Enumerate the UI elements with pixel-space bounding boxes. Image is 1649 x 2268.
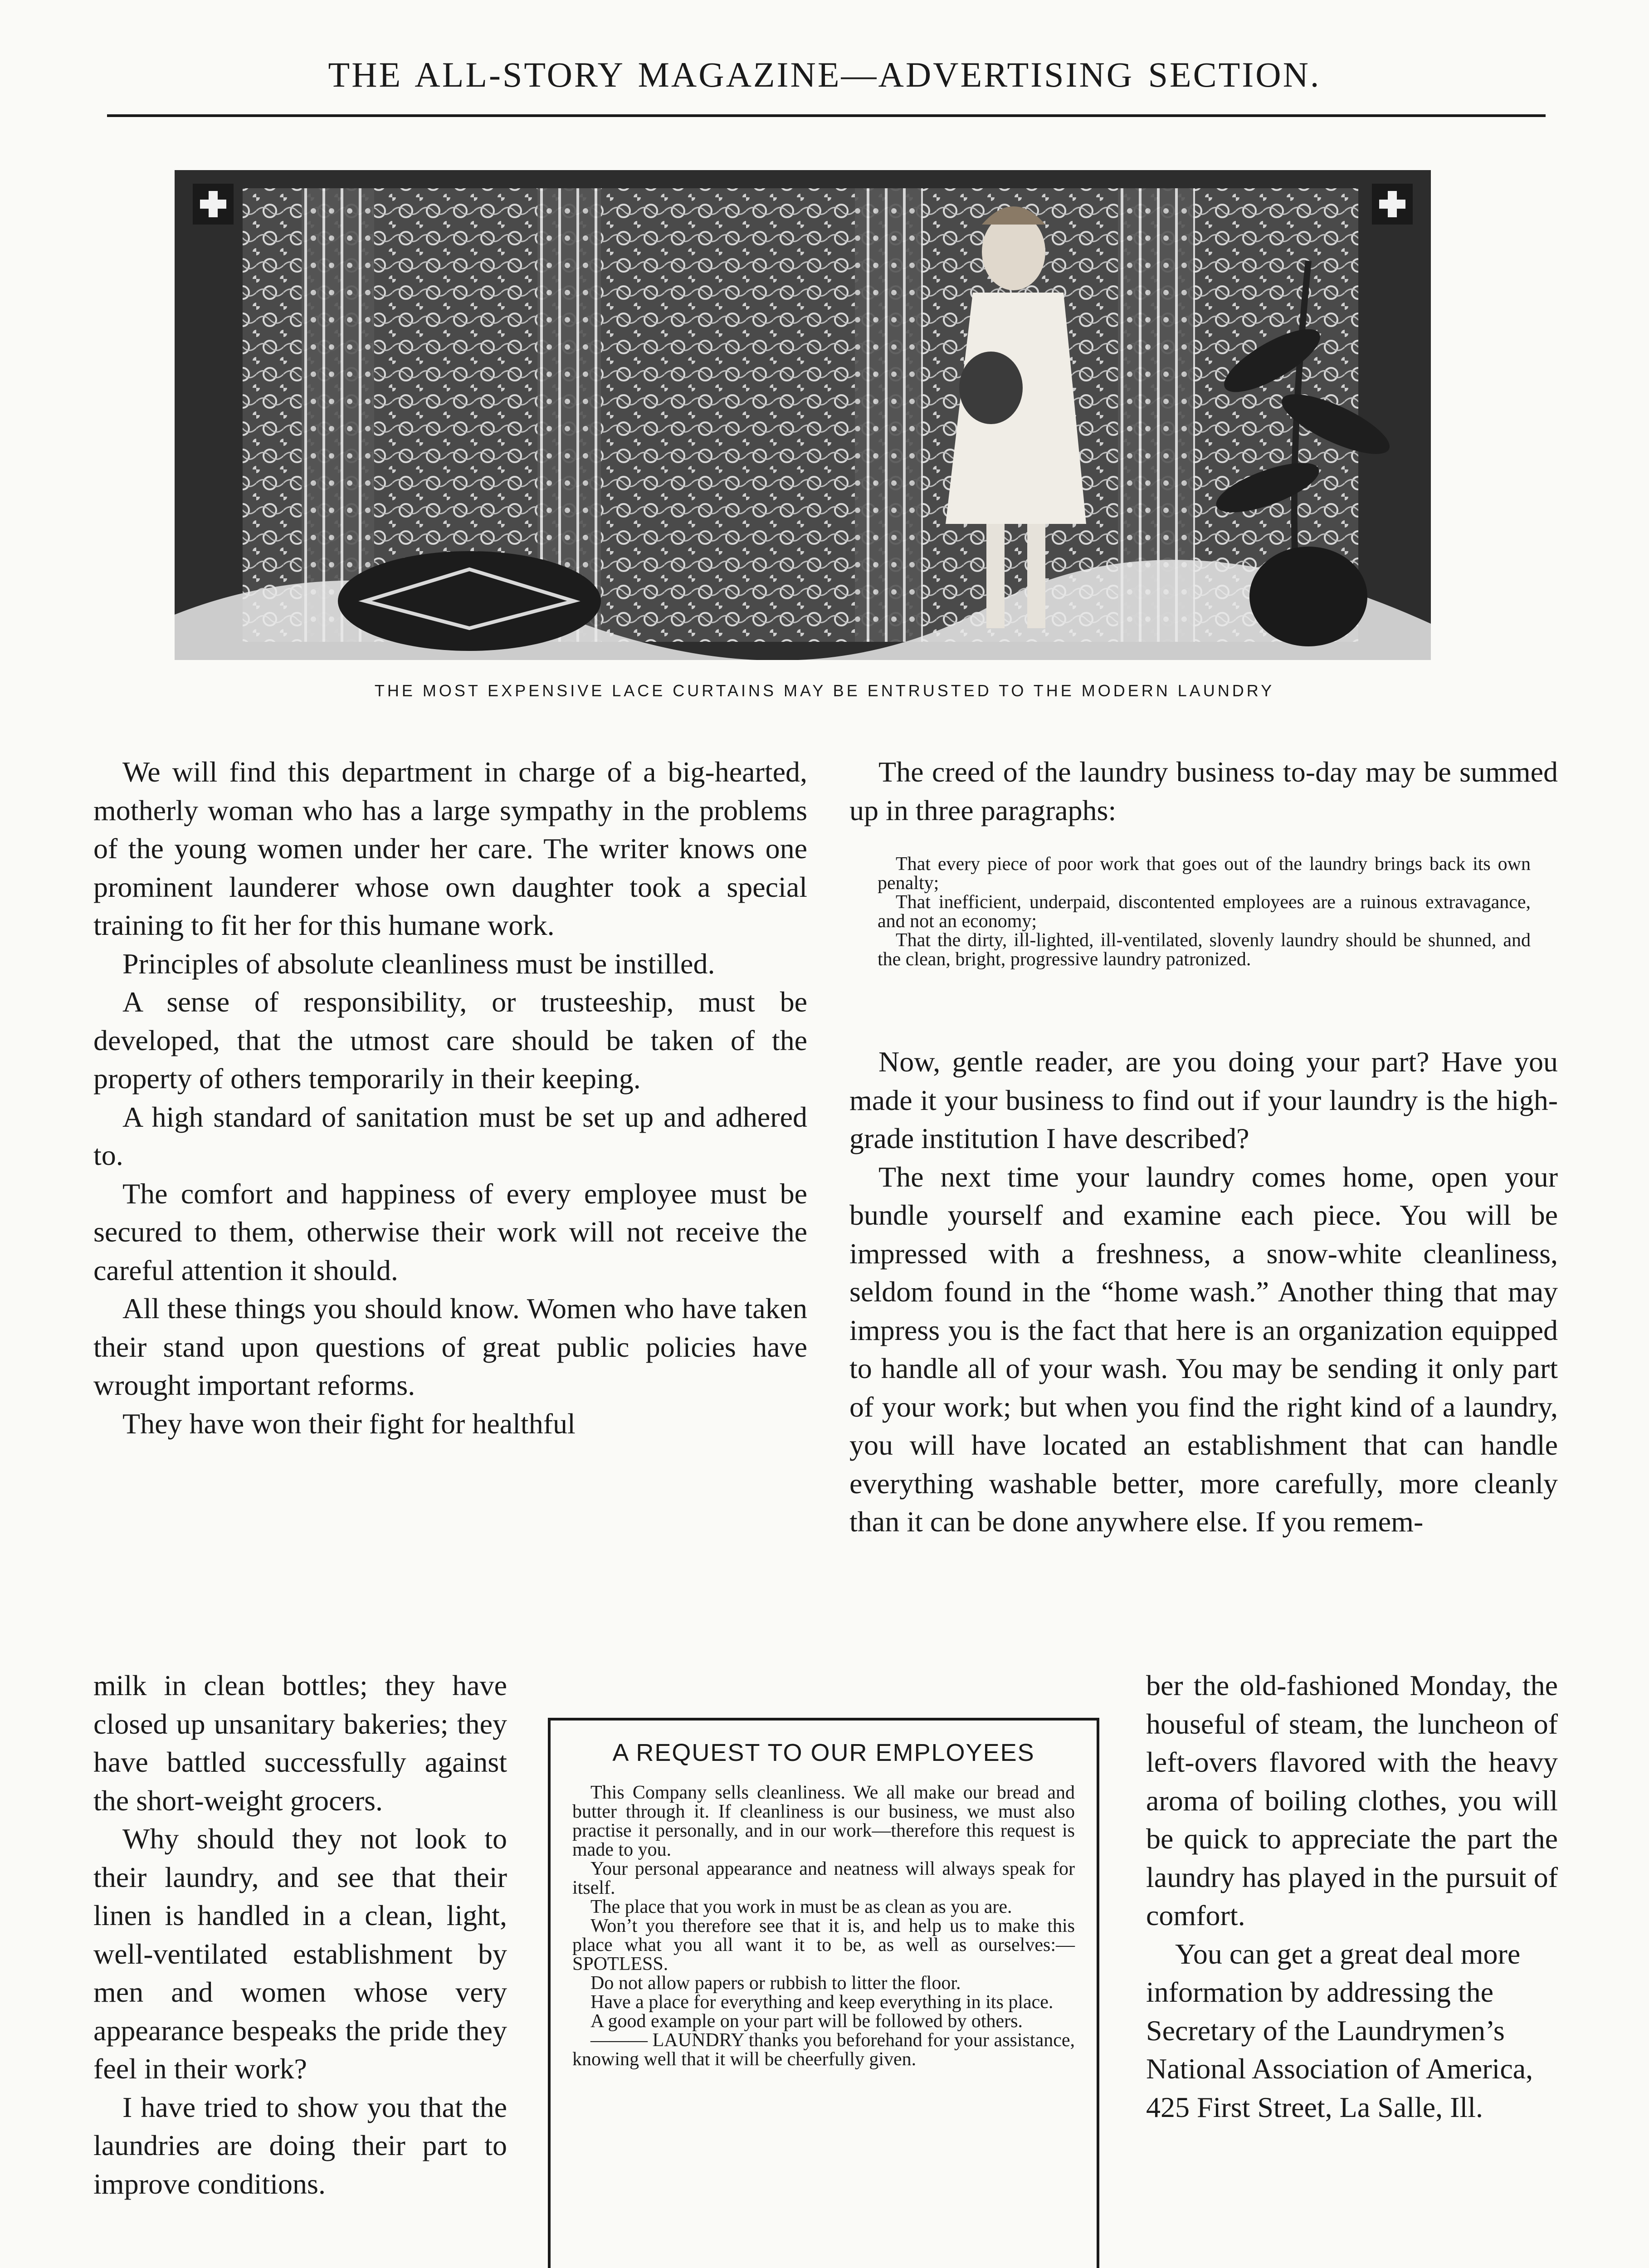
employee-notice-box (548, 1718, 1099, 2268)
article-paragraph: The creed of the laundry business to-day may be summed up in three paragraphs: (849, 756, 1558, 826)
article-paragraph: ber the old-fashioned Monday, the houseful of steam, the luncheon of left-overs flavored with the heavy aroma of boiling clothes, you will be quick to appreciate the part the laundry has played in the pursuit of comfort. (1146, 1669, 1558, 1931)
article-paragraph: They have won their fight for healthful (122, 1407, 576, 1440)
article-paragraph: Principles of absolute cleanliness must be instilled. (122, 947, 715, 980)
article-paragraph: The comfort and happiness of every employee must be secured to them, otherwise their work will not receive the careful attention it should. (93, 1177, 807, 1286)
illustration-drawing (175, 170, 1431, 660)
article-paragraph: The next time your laundry comes home, open your bundle yourself and examine each piece. You will be impressed with a freshness, a snow-white cleanliness, seldom found in the “home wash.” Another thing that may impress you is the fact that here is an organization equipped to handle all of your wash. You may be sending it only part of your work; but when you find the right kind of a laundry, you will have located an establishment that can handle everything washable better, more carefully, more cleanly than it can be done anywhere else. If you remem- (849, 1160, 1558, 1538)
notice-paragraph: This Company sells cleanliness. We all make our bread and butter through it. If cleanliness is our business, we must also practise it personally, and in our work—therefore this request is made to you. (572, 1782, 1075, 1860)
article-paragraph: A sense of responsibility, or trusteeship, must be developed, that the utmost care should be taken of the property of others temporarily in their keeping. (93, 986, 807, 1095)
header-rule (107, 114, 1546, 117)
article-paragraph: I have tried to show you that the laundries are doing their part to improve conditions. (93, 2091, 507, 2200)
notice-paragraph: Do not allow papers or rubbish to litter the floor. (590, 1973, 961, 1994)
creed-block (878, 855, 1531, 969)
article-left-column (93, 753, 807, 1443)
article-paragraph: Why should they not look to their laundry, and see that their linen is handled in a clean, light, well-ventilated establishment by men and women whose very appearance bespeaks the pride they feel in their work? (93, 1823, 507, 2085)
notice-paragraph: The place that you work in must be as clean as you are. (590, 1897, 1012, 1917)
creed-paragraph: That every piece of poor work that goes out of the laundry brings back its own penalty; (878, 854, 1531, 894)
article-paragraph: All these things you should know. Women who have taken their stand upon questions of great public policies have wrought important reforms. (93, 1292, 807, 1401)
creed-paragraph: That inefficient, underpaid, discontented employees are a ruinous extravagance, and not an economy; (878, 892, 1531, 932)
notice-paragraph: Your personal appearance and neatness will always speak for itself. (572, 1858, 1075, 1898)
notice-paragraph: Have a place for everything and keep everything in its place. (590, 1992, 1054, 2013)
notice-paragraph: Won’t you therefore see that it is, and help us to make this place what you all want it to be, as well as ourselves:—SPOTLESS. (572, 1916, 1075, 1975)
article-paragraph: A high standard of sanitation must be set up and adhered to. (93, 1100, 807, 1171)
article-paragraph: Now, gentle reader, are you doing your part? Have you made it your business to find out if your laundry is the high-grade institution I have described? (849, 1046, 1558, 1154)
notice-title: A REQUEST TO OUR EMPLOYEES (612, 1739, 1035, 1766)
notice-body (572, 1783, 1075, 2069)
article-paragraph: milk in clean bottles; they have closed up unsanitary bakeries; they have battled successfully against the short-weight grocers. (93, 1669, 507, 1817)
notice-paragraph: A good example on your part will be followed by others. (590, 2011, 1023, 2032)
illustration-caption: THE MOST EXPENSIVE LACE CURTAINS MAY BE ENTRUSTED TO THE MODERN LAUNDRY (374, 681, 1275, 700)
cross-ornament-left (193, 184, 234, 225)
notice-paragraph: ——— LAUNDRY thanks you beforehand for your assistance, knowing well that it will be cheerfully given. (572, 2030, 1075, 2070)
article-right-narrow-column (1146, 1667, 1558, 2126)
creed-paragraph: That the dirty, ill-lighted, ill-ventilated, slovenly laundry should be shunned, and the clean, bright, progressive laundry patronized. (878, 930, 1531, 970)
article-paragraph: We will find this department in charge of a big-hearted, motherly woman who has a large sympathy in the problems of the young women under her care. The writer knows one prominent launderer whose own daughter took a special training to fit her for this humane work. (93, 756, 807, 941)
article-left-narrow-column (93, 1667, 507, 2203)
article-paragraph: You can get a great deal more information by addressing the Secretary of the Laundrymen’s National Association of America, 425 First Street, La Salle, Ill. (1146, 1937, 1533, 2123)
running-head: THE ALL-STORY MAGAZINE—ADVERTISING SECTION. (328, 55, 1321, 94)
cross-ornament-right (1372, 184, 1413, 225)
lace-curtain-illustration (175, 170, 1431, 660)
